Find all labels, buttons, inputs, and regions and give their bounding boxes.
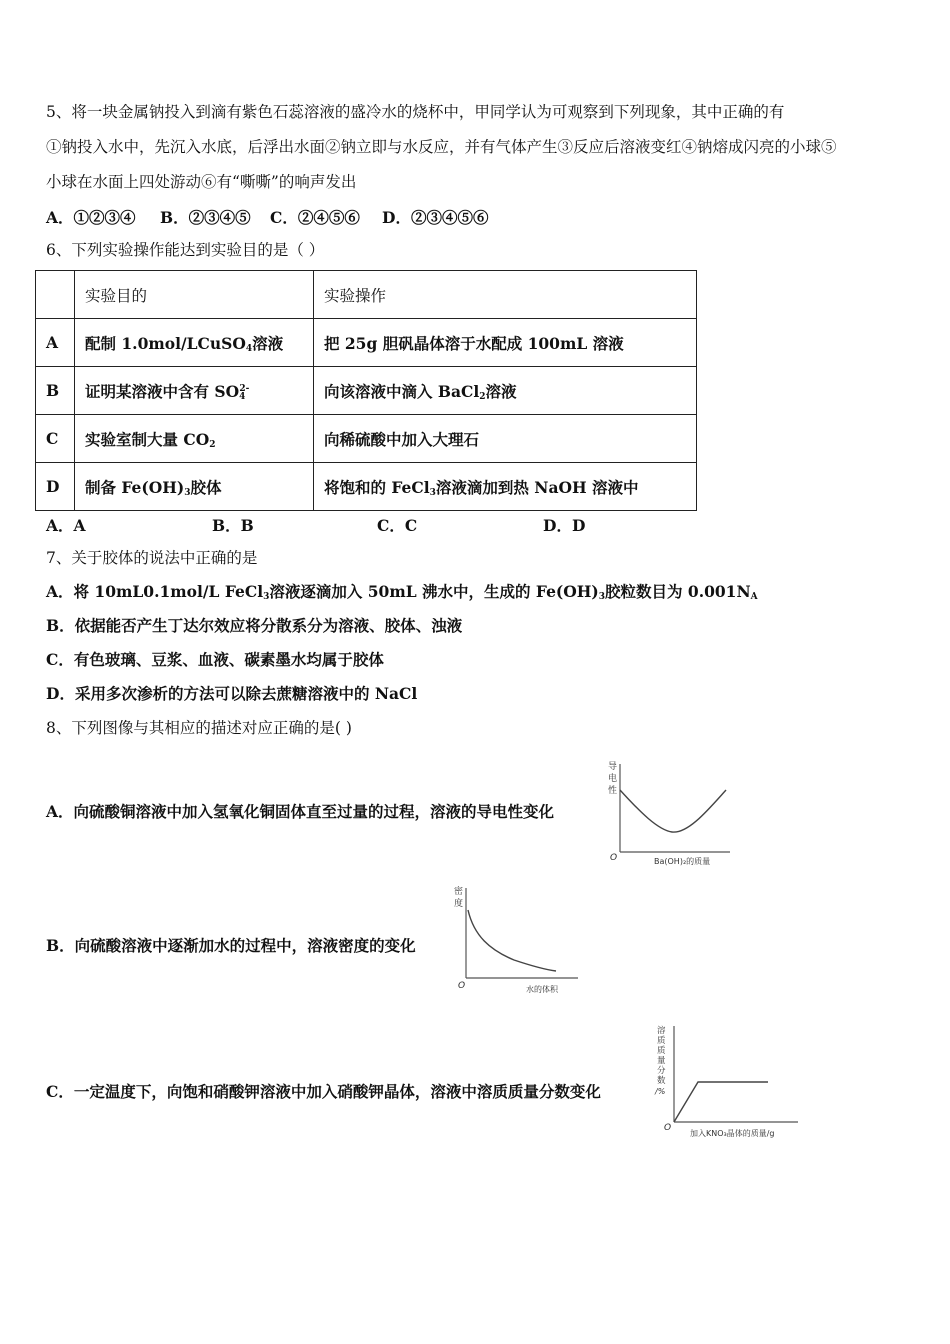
graph-a-ylabel-1: 导 (608, 762, 618, 772)
q6-option-a: A．A (46, 516, 86, 535)
graph-a-xlabel: Ba(OH)₂的质量 (654, 857, 711, 866)
q8-option-b: B．向硫酸溶液中逐渐加水的过程中，溶液密度的变化 (46, 936, 416, 955)
q5-stem: 5、将一块金属钠投入到滴有紫色石蕊溶液的盛冷水的烧杯中，甲同学认为可观察到下列现象，其中正确的有 (46, 103, 785, 121)
header-cell-empty (36, 271, 75, 319)
q6-option-c: C．C (377, 516, 418, 535)
graph-c-ylabel-4: 量 (657, 1056, 666, 1066)
q8-option-a: A．向硫酸铜溶液中加入氢氧化铜固体直至过量的过程，溶液的导电性变化 (46, 802, 555, 821)
q7-option-d: D．采用多次渗析的方法可以除去蔗糖溶液中的 NaCl (46, 684, 418, 703)
graph-a-ylabel-3: 性 (608, 786, 618, 796)
conductivity-graph (596, 754, 736, 870)
q7-option-b: B．依据能否产生丁达尔效应将分散系分为溶液、胶体、浊液 (46, 616, 463, 635)
table-row (36, 463, 697, 511)
graph-b-curve (468, 910, 556, 971)
graph-b-ylabel-2: 度 (454, 899, 464, 909)
graph-c-ylabel-6: 数 (657, 1076, 666, 1086)
q7-stem: 7、关于胶体的说法中正确的是 (46, 549, 258, 567)
row-purpose: 实验室制大量 $CO_2$ (75, 415, 314, 463)
q5-option-a: A．①②③④ (46, 208, 136, 227)
q5-detail-line1: ①钠投入水中，先沉入水底，后浮出水面②钠立即与水反应，并有气体产生③反应后溶液变红④钠熔成闪亮的小球⑤ (46, 138, 837, 156)
header-operation: 实验操作 (314, 271, 697, 319)
graph-c-ylabel-5: 分 (657, 1066, 666, 1076)
graph-b-xlabel: 水的体积 (526, 985, 558, 994)
q6-option-b: B．B (212, 516, 254, 535)
q5-detail-line2: 小球在水面上四处游动⑥有“嘶嘶”的响声发出 (46, 173, 357, 191)
row-purpose: 制备 $Fe(OH)_3$胶体 (75, 463, 314, 511)
graph-c-curve (674, 1082, 768, 1122)
q5-option-d: D．②③④⑤⑥ (382, 208, 489, 227)
row-key: D (36, 463, 75, 511)
table-header-row (36, 271, 697, 319)
table-row (36, 415, 697, 463)
row-key: C (36, 415, 75, 463)
q6-stem: 6、下列实验操作能达到实验目的是（ ） (46, 241, 325, 259)
graph-a-ylabel-2: 电 (608, 774, 618, 784)
q6-option-d: D．D (543, 516, 586, 535)
row-operation: 将饱和的 FeCl$_3$溶液滴加到热 NaOH 溶液中 (314, 463, 697, 511)
graph-a-origin: O (610, 853, 618, 863)
graph-b-origin: O (458, 981, 466, 991)
table-row (36, 367, 697, 415)
row-purpose: 配制 1.0mol/LCuSO$_4$溶液 (75, 319, 314, 367)
graph-c-ylabel-7: /% (655, 1087, 666, 1096)
row-purpose: 证明某溶液中含有 $SO_4^{2-}$ (75, 367, 314, 415)
graph-c-ylabel-3: 质 (657, 1046, 666, 1056)
header-purpose: 实验目的 (75, 271, 314, 319)
q7-option-c: C．有色玻璃、豆浆、血液、碳素墨水均属于胶体 (46, 650, 384, 669)
graph-c-origin: O (664, 1123, 672, 1133)
row-key: A (36, 319, 75, 367)
row-operation: 向该溶液中滴入 BaCl$_2$溶液 (314, 367, 697, 415)
density-graph (444, 880, 586, 998)
q8-option-c: C．一定温度下，向饱和硝酸钾溶液中加入硝酸钾晶体，溶液中溶质质量分数变化 (46, 1082, 601, 1101)
graph-c-ylabel-2: 质 (657, 1036, 666, 1046)
row-key: B (36, 367, 75, 415)
q5-option-c: C．②④⑤⑥ (270, 208, 360, 227)
graph-c-xlabel: 加入KNO₃晶体的质量/g (690, 1129, 775, 1138)
row-operation: 向稀硫酸中加入大理石 (314, 415, 697, 463)
graph-a-curve (620, 790, 726, 832)
q7-option-a: A．将 10mL0.1mol/L FeCl$_3$溶液逐滴加入 50mL 沸水中，生成的 $Fe(OH)_3$胶粒数目为 $0.001N_A$ (46, 582, 758, 602)
graph-c-ylabel-1: 溶 (657, 1026, 666, 1036)
q6-table (35, 270, 697, 511)
table-row (36, 319, 697, 367)
graph-b-ylabel-1: 密 (454, 887, 464, 897)
q5-option-b: B．②③④⑤ (160, 208, 251, 227)
mass-fraction-graph (650, 1022, 810, 1142)
q8-stem: 8、下列图像与其相应的描述对应正确的是( ) (46, 719, 352, 737)
row-operation: 把 25g 胆矾晶体溶于水配成 100mL 溶液 (314, 319, 697, 367)
